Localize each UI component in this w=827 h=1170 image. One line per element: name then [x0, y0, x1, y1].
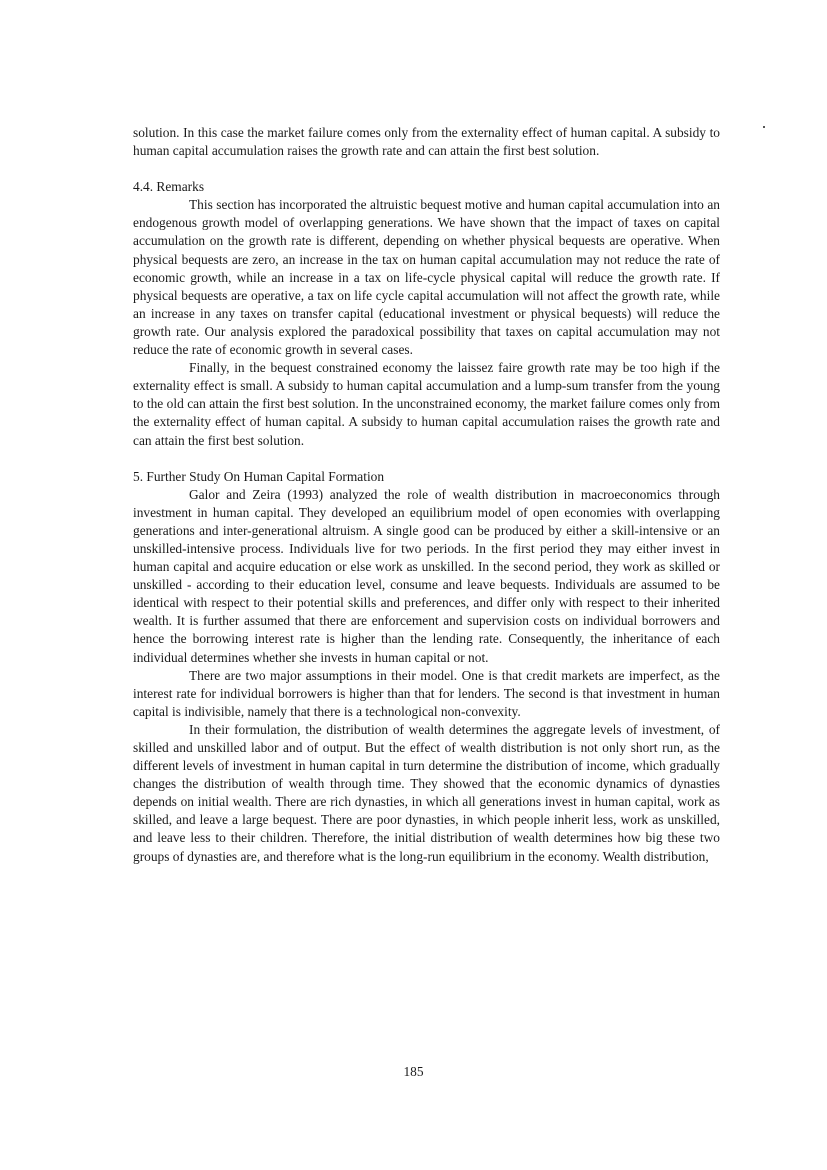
paragraph-continued-solution: solution. In this case the market failure comes only from the externality effect of human capital. A subsidy to human capital accumulation raises the growth rate and can attain the first best solution.: [133, 125, 720, 159]
paragraph-finally: Finally, in the bequest constrained economy the laissez faire growth rate may be too high if the externality effect is small. A subsidy to human capital accumulation and a lump-sum transfer from the young to the old can attain the first best solution. In the unconstrained economy, the market failure comes only from the externality effect of human capital. A subsidy to human capital accumulation raises the growth rate and can attain the first best solution.: [133, 360, 720, 448]
paragraph-galor-zeira: Galor and Zeira (1993) analyzed the role of wealth distribution in macroeconomics through investment in human capital. They developed an equilibrium model of open economies with overlapping generations and inter-generational altruism. A single good can be produced by either a skill-intensive or an unskilled-intensive process. Individuals live for two periods. In the first period they may either invest in human capital and acquire education or else work as unskilled. In the second period, they work as skilled or unskilled - according to their education level, consume and leave bequests. Individuals are assumed to be identical with respect to their potential skills and preferences, and differ only with respect to their inherited wealth. It is further assumed that there are enforcement and supervision costs on individual borrowers and hence the borrowing interest rate is higher than the lending rate. Consequently, the inheritance of each individual determines whether she invests in human capital or not.: [133, 486, 720, 665]
section-heading-further-study: 5. Further Study On Human Capital Formation: [133, 468, 385, 484]
paragraph-assumptions: There are two major assumptions in their model. One is that credit markets are imperfect, as the interest rate for individual borrowers is higher than that for lenders. The second is that investment in human capital is indivisible, namely that there is a technological non-convexity.: [133, 667, 720, 719]
section-heading-remarks: 4.4. Remarks: [133, 179, 205, 195]
page-body: [133, 124, 720, 866]
paragraph-formulation: In their formulation, the distribution of wealth determines the aggregate levels of investment, of skilled and unskilled labor and of output. But the effect of wealth distribution is not only short run, as the different levels of investment in human capital in turn determine the distribution of income, which gradually changes the distribution of wealth through time. They showed that the economic dynamics of dynasties depends on initial wealth. There are rich dynasties, in which all generations invest in human capital, work as skilled, and leave a large bequest. There are poor dynasties, in which people inherit less, work as unskilled, and leave less to their children. Therefore, the initial distribution of wealth determines how big these two groups of dynasties are, and therefore what is the long-run equilibrium in the economy. Wealth distribution,: [133, 721, 720, 864]
page-number: 185: [403, 1064, 424, 1079]
paragraph-remarks: This section has incorporated the altruistic bequest motive and human capital accumulation into an endogenous growth model of overlapping generations. We have shown that the impact of taxes on capital accumulation on the growth rate is different, depending on whether physical bequests are operative. When physical bequests are zero, an increase in the tax on human capital accumulation may not reduce the rate of economic growth, while an increase in a tax on life-cycle physical capital will reduce the growth rate. If physical bequests are operative, a tax on life cycle capital accumulation will not affect the growth rate, while an increase in any taxes on transfer capital (educational investment or physical bequests) will reduce the growth rate. Our analysis explored the paradoxical possibility that taxes on capital accumulation may not reduce the rate of economic growth in several cases.: [133, 197, 720, 358]
section-gap: [133, 160, 720, 178]
section-gap: [133, 450, 720, 468]
scan-speck: [763, 126, 765, 128]
